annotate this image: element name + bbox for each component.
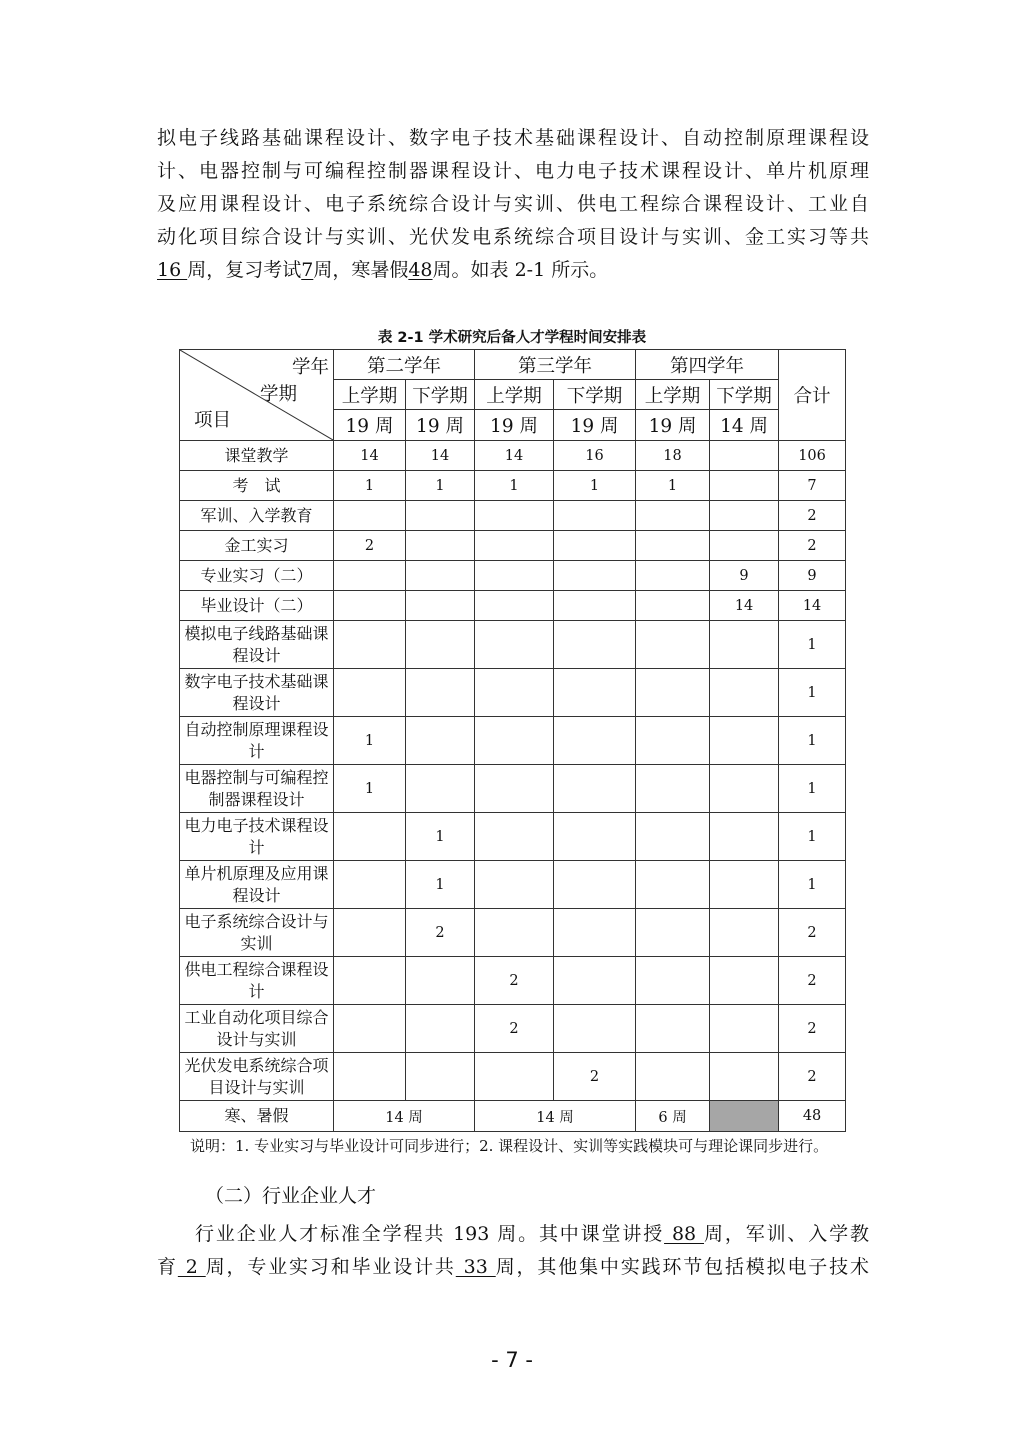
intro-text: 周，寒暑假	[313, 259, 409, 281]
row-cell	[554, 861, 636, 909]
table-row	[180, 1005, 846, 1053]
row-cell	[554, 1005, 636, 1053]
row-cell	[636, 1005, 710, 1053]
row-name: 数字电子技术基础课程设计	[180, 669, 334, 717]
exam-weeks-value: 7	[301, 259, 314, 281]
intro-paragraph	[157, 122, 869, 287]
row-cell	[406, 561, 475, 591]
row-cell	[406, 501, 475, 531]
row-cell	[406, 1053, 475, 1101]
row-cell: 18	[636, 441, 710, 471]
table-row	[180, 621, 846, 669]
row-total: 2	[779, 957, 846, 1005]
row-total: 2	[779, 1053, 846, 1101]
row-cell	[475, 909, 554, 957]
row-cell: 14	[406, 441, 475, 471]
row-cell	[406, 591, 475, 621]
row-cell	[710, 813, 779, 861]
row-cell	[636, 957, 710, 1005]
term-header: 上学期	[475, 380, 554, 410]
vacation-year3: 14 周	[475, 1101, 636, 1132]
intro-line: 拟电子线路基础课程设计、数字电子技术基础课程设计、自动控制原理课程设	[157, 127, 869, 149]
row-total: 2	[779, 1005, 846, 1053]
table-row	[180, 591, 846, 621]
table-row	[180, 1053, 846, 1101]
row-cell	[334, 621, 406, 669]
weeks-header: 19 周	[406, 410, 475, 441]
para-text: 周，其他集中实践环节包括模拟电子技术	[495, 1256, 869, 1278]
row-name: 电力电子技术课程设计	[180, 813, 334, 861]
row-cell	[475, 621, 554, 669]
row-cell	[554, 531, 636, 561]
row-name: 光伏发电系统综合项目设计与实训	[180, 1053, 334, 1101]
row-total: 7	[779, 471, 846, 501]
row-cell: 1	[334, 471, 406, 501]
row-name: 军训、入学教育	[180, 501, 334, 531]
row-cell	[406, 717, 475, 765]
row-cell	[554, 909, 636, 957]
row-cell	[554, 717, 636, 765]
row-cell	[710, 501, 779, 531]
row-total: 9	[779, 561, 846, 591]
row-total: 1	[779, 669, 846, 717]
vacation-weeks-value: 48	[408, 259, 433, 281]
row-cell: 1	[636, 471, 710, 501]
industry-line	[157, 1251, 869, 1284]
row-cell	[636, 1053, 710, 1101]
row-cell	[710, 441, 779, 471]
row-cell	[710, 621, 779, 669]
row-name: 专业实习（二）	[180, 561, 334, 591]
year-header: 第二学年	[334, 350, 475, 380]
row-cell: 1	[406, 471, 475, 501]
row-cell	[636, 669, 710, 717]
row-cell	[334, 957, 406, 1005]
row-name: 单片机原理及应用课程设计	[180, 861, 334, 909]
row-name: 寒、暑假	[180, 1101, 334, 1132]
table-row	[180, 813, 846, 861]
row-cell	[710, 957, 779, 1005]
para-text: 行业企业人才标准全学程共 193 周。其中课堂讲授	[195, 1223, 665, 1245]
table-row	[180, 669, 846, 717]
row-cell	[334, 1053, 406, 1101]
row-cell: 1	[406, 861, 475, 909]
table-caption: 表 2-1 学术研究后备人才学程时间安排表	[377, 330, 647, 346]
row-cell	[710, 909, 779, 957]
row-total: 1	[779, 861, 846, 909]
row-cell	[334, 813, 406, 861]
para-text: 育	[157, 1256, 178, 1278]
intro-last-line	[157, 254, 869, 287]
row-cell	[710, 471, 779, 501]
row-cell	[554, 621, 636, 669]
industry-paragraph	[157, 1218, 869, 1284]
row-cell	[554, 501, 636, 531]
row-cell: 1	[475, 471, 554, 501]
row-cell	[475, 591, 554, 621]
row-cell: 2	[554, 1053, 636, 1101]
term-header: 下学期	[554, 380, 636, 410]
row-cell: 1	[334, 765, 406, 813]
row-cell: 2	[406, 909, 475, 957]
row-cell	[334, 501, 406, 531]
row-cell: 2	[334, 531, 406, 561]
row-cell: 2	[475, 1005, 554, 1053]
row-name: 金工实习	[180, 531, 334, 561]
intro-text: 周，复习考试	[187, 259, 302, 281]
weeks-header: 19 周	[334, 410, 406, 441]
corner-year-label: 学年	[291, 357, 329, 378]
term-header: 上学期	[334, 380, 406, 410]
row-cell	[334, 561, 406, 591]
table-row	[180, 957, 846, 1005]
row-cell	[475, 861, 554, 909]
weeks-header: 19 周	[554, 410, 636, 441]
lecture-weeks-value: 88	[664, 1223, 705, 1245]
row-cell	[334, 1005, 406, 1053]
row-cell: 14	[475, 441, 554, 471]
weeks-header: 14 周	[710, 410, 779, 441]
row-total: 1	[779, 765, 846, 813]
row-cell	[334, 909, 406, 957]
row-total: 2	[779, 909, 846, 957]
row-cell	[554, 957, 636, 1005]
vacation-row	[180, 1101, 846, 1132]
row-name: 电器控制与可编程控制器课程设计	[180, 765, 334, 813]
row-cell: 9	[710, 561, 779, 591]
page-number: - 7 -	[491, 1348, 533, 1372]
row-cell	[636, 561, 710, 591]
row-cell	[406, 621, 475, 669]
row-cell	[406, 669, 475, 717]
vacation-year4-term1: 6 周	[636, 1101, 710, 1132]
row-total: 1	[779, 717, 846, 765]
row-name: 考 试	[180, 471, 334, 501]
term-header: 下学期	[710, 380, 779, 410]
row-cell	[636, 717, 710, 765]
row-cell	[554, 669, 636, 717]
row-cell	[554, 561, 636, 591]
row-cell	[710, 1005, 779, 1053]
row-cell: 2	[475, 957, 554, 1005]
study-weeks-value: 16	[157, 259, 188, 281]
row-cell	[554, 813, 636, 861]
table-row	[180, 471, 846, 501]
intro-line: 及应用课程设计、电子系统综合设计与实训、供电工程综合课程设计、工业自	[157, 193, 869, 215]
para-text: 周，军训、入学教	[704, 1223, 869, 1245]
table-row	[180, 441, 846, 471]
row-cell	[406, 531, 475, 561]
total-header: 合计	[779, 350, 846, 441]
row-cell	[406, 957, 475, 1005]
row-cell: 1	[406, 813, 475, 861]
row-name: 自动控制原理课程设计	[180, 717, 334, 765]
row-cell	[636, 813, 710, 861]
row-name: 课堂教学	[180, 441, 334, 471]
row-cell	[554, 765, 636, 813]
row-cell	[334, 669, 406, 717]
year-header: 第三学年	[475, 350, 636, 380]
term-header: 下学期	[406, 380, 475, 410]
table-row	[180, 765, 846, 813]
row-name: 模拟电子线路基础课程设计	[180, 621, 334, 669]
corner-term-label: 学期	[260, 384, 298, 405]
row-cell: 1	[554, 471, 636, 501]
row-cell	[334, 861, 406, 909]
row-cell	[636, 501, 710, 531]
row-cell	[710, 669, 779, 717]
corner-item-label: 项目	[194, 410, 232, 431]
shaded-cell	[710, 1101, 779, 1132]
row-total: 106	[779, 441, 846, 471]
vacation-year2: 14 周	[334, 1101, 475, 1132]
row-name: 工业自动化项目综合设计与实训	[180, 1005, 334, 1053]
intro-line: 计、电器控制与可编程控制器课程设计、电力电子技术课程设计、单片机原理	[157, 160, 869, 182]
row-cell: 16	[554, 441, 636, 471]
industry-line	[157, 1218, 869, 1251]
row-cell	[475, 765, 554, 813]
row-cell	[636, 621, 710, 669]
row-cell	[334, 591, 406, 621]
internship-weeks-value: 33	[455, 1256, 496, 1278]
row-cell	[406, 765, 475, 813]
row-total: 1	[779, 621, 846, 669]
para-text: 周，专业实习和毕业设计共	[205, 1256, 456, 1278]
corner-header	[180, 350, 334, 441]
row-total: 2	[779, 531, 846, 561]
row-cell	[636, 531, 710, 561]
row-cell	[475, 1053, 554, 1101]
intro-line: 动化项目综合设计与实训、光伏发电系统综合项目设计与实训、金工实习等共	[157, 226, 869, 248]
row-cell: 1	[334, 717, 406, 765]
table-row	[180, 861, 846, 909]
row-name: 电子系统综合设计与实训	[180, 909, 334, 957]
row-cell: 14	[334, 441, 406, 471]
weeks-header: 19 周	[636, 410, 710, 441]
row-cell	[636, 861, 710, 909]
row-name: 毕业设计（二）	[180, 591, 334, 621]
table-row	[180, 717, 846, 765]
training-weeks-value: 2	[177, 1256, 206, 1278]
table-row	[180, 561, 846, 591]
row-total: 48	[779, 1101, 846, 1132]
weeks-header: 19 周	[475, 410, 554, 441]
row-cell	[475, 501, 554, 531]
section-subheading: （二）行业企业人才	[205, 1185, 377, 1207]
row-cell	[710, 717, 779, 765]
term-header: 上学期	[636, 380, 710, 410]
row-cell	[475, 669, 554, 717]
row-cell: 14	[710, 591, 779, 621]
schedule-table	[179, 349, 846, 1132]
row-cell	[406, 1005, 475, 1053]
row-cell	[475, 561, 554, 591]
row-cell	[475, 531, 554, 561]
table-row	[180, 909, 846, 957]
intro-text: 周。如表 2-1 所示。	[432, 259, 609, 281]
table-note: 说明：1. 专业实习与毕业设计可同步进行；2. 课程设计、实训等实践模块可与理论课同步进行。	[190, 1137, 829, 1155]
row-total: 14	[779, 591, 846, 621]
row-cell	[554, 591, 636, 621]
row-total: 2	[779, 501, 846, 531]
row-cell	[710, 1053, 779, 1101]
row-cell	[710, 861, 779, 909]
row-cell	[710, 765, 779, 813]
year-header: 第四学年	[636, 350, 779, 380]
row-cell	[636, 591, 710, 621]
row-total: 1	[779, 813, 846, 861]
row-name: 供电工程综合课程设计	[180, 957, 334, 1005]
row-cell	[710, 531, 779, 561]
row-cell	[636, 765, 710, 813]
table-row	[180, 531, 846, 561]
row-cell	[475, 717, 554, 765]
row-cell	[636, 909, 710, 957]
row-cell	[475, 813, 554, 861]
table-row	[180, 501, 846, 531]
